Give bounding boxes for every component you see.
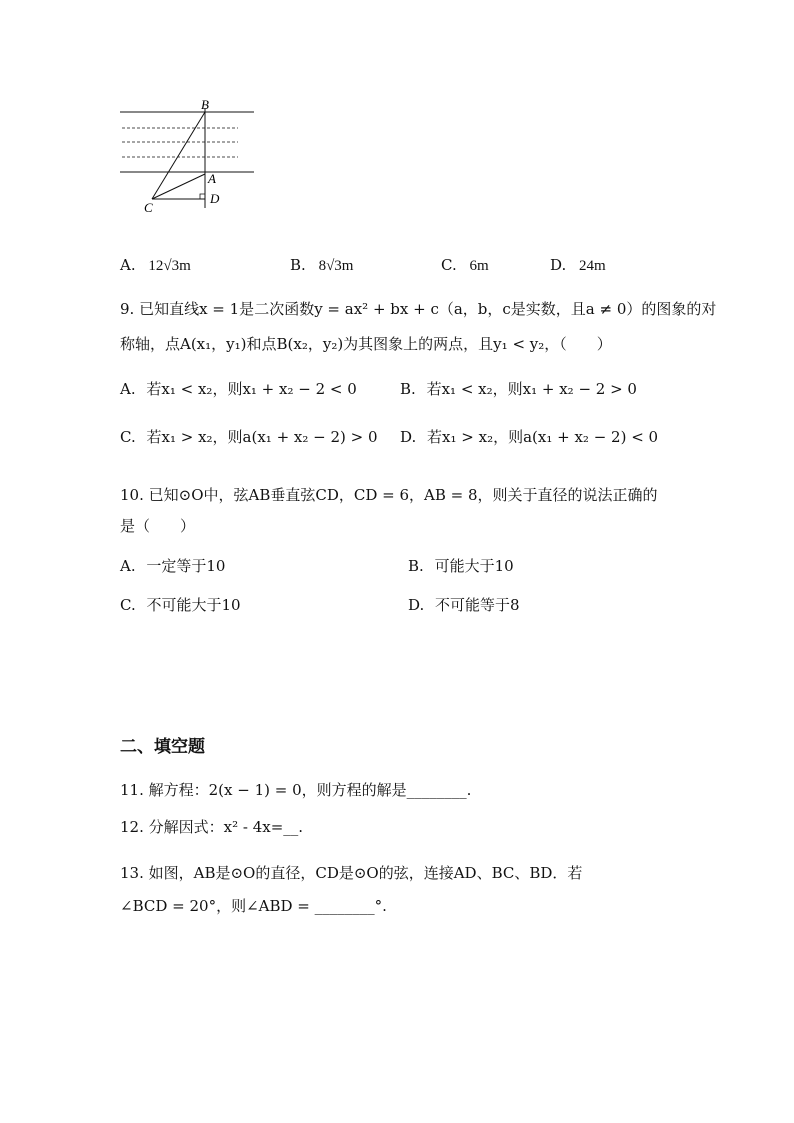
q9-option-b[interactable] <box>400 378 637 399</box>
option-letter: B. <box>290 256 306 274</box>
q9-stem-line1: 9. 已知直线x = 1是二次函数y = ax² + bx + c（a，b，c是实数，且a ≠ 0）的图象的对 <box>120 300 717 318</box>
option-letter: D. <box>408 596 425 614</box>
option-text: 若x₁ > x₂，则a(x₁ + x₂ − 2) < 0 <box>427 428 659 446</box>
option-letter: D. <box>550 256 567 274</box>
option-letter: C. <box>441 256 457 274</box>
q10-stem-line1: 10. 已知⊙O中，弦AB垂直弦CD，CD = 6，AB = 8，则关于直径的说法正确的 <box>120 486 658 504</box>
q12-text: 12. 分解因式：x² - 4x=__. <box>120 818 304 836</box>
label-a: A <box>208 171 216 186</box>
option-text: 若x₁ > x₂，则a(x₁ + x₂ − 2) > 0 <box>146 428 378 446</box>
label-c: C <box>144 200 153 215</box>
q9-option-c[interactable] <box>120 426 378 447</box>
q11-text: 11. 解方程：2(x − 1) = 0，则方程的解是________. <box>120 781 472 799</box>
option-letter: A. <box>120 557 136 575</box>
q10-option-c[interactable] <box>120 594 241 615</box>
right-angle-mark <box>200 194 205 199</box>
q13-stem-line1: 13. 如图，AB是⊙O的直径，CD是⊙O的弦，连接AD、BC、BD．若 <box>120 864 583 882</box>
option-letter: C. <box>120 596 136 614</box>
option-text: 6m <box>469 258 489 274</box>
section-title: 二、填空题 <box>120 737 205 757</box>
label-d: D <box>210 191 220 206</box>
option-text: 一定等于10 <box>146 557 226 575</box>
q10-option-a[interactable] <box>120 555 225 576</box>
option-letter: B. <box>408 557 424 575</box>
option-text: 24m <box>579 258 606 274</box>
q8-option-b[interactable] <box>290 256 353 275</box>
q8-option-a[interactable] <box>120 256 191 275</box>
q13-stem-line2: ∠BCD = 20°，则∠ABD = ________°. <box>120 897 387 915</box>
q10-option-b[interactable] <box>408 555 514 576</box>
q10-stem-line2: 是（ ） <box>120 517 196 535</box>
q10-option-d[interactable] <box>408 594 520 615</box>
option-text: 8√3m <box>318 258 354 274</box>
option-letter: A. <box>120 256 136 274</box>
option-letter: D. <box>400 428 417 446</box>
q8-option-c[interactable] <box>441 256 489 275</box>
q8-option-d[interactable] <box>550 256 606 275</box>
option-text: 12√3m <box>148 258 191 274</box>
option-letter: B. <box>400 380 416 398</box>
option-text: 若x₁ < x₂，则x₁ + x₂ − 2 < 0 <box>146 380 357 398</box>
option-letter: A. <box>120 380 136 398</box>
option-text: 不可能大于10 <box>146 596 241 614</box>
q9-option-d[interactable] <box>400 426 658 447</box>
option-text: 不可能等于8 <box>435 596 520 614</box>
q9-stem-line2: 称轴，点A(x₁，y₁)和点B(x₂，y₂)为其图象上的两点，且y₁ < y₂，（ ） <box>120 335 612 353</box>
option-text: 若x₁ < x₂，则x₁ + x₂ − 2 > 0 <box>426 380 637 398</box>
q9-option-a[interactable] <box>120 378 357 399</box>
river-figure <box>112 96 262 221</box>
option-text: 可能大于10 <box>434 557 514 575</box>
option-letter: C. <box>120 428 136 446</box>
label-b: B <box>201 97 209 112</box>
